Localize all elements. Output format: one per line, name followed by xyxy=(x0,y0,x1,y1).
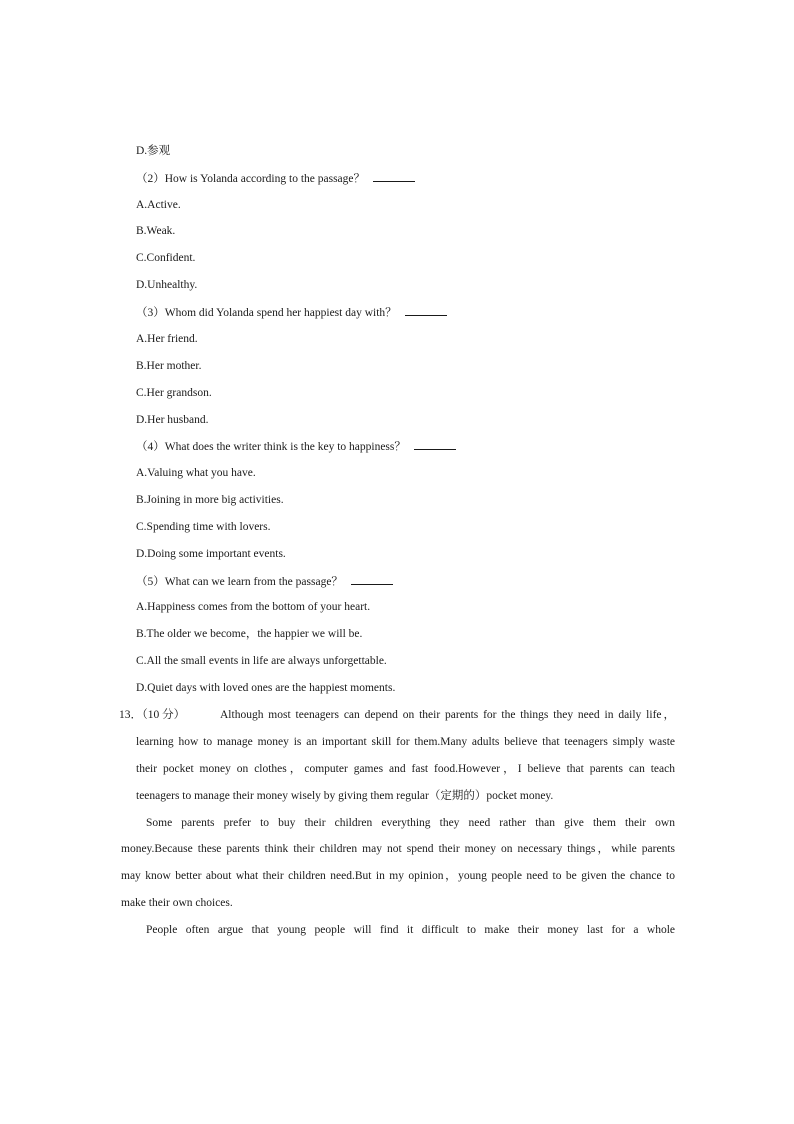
answer-blank xyxy=(405,305,447,316)
q3-stem xyxy=(136,305,447,320)
q5-option-b: B.The older we become，the happier we will be. xyxy=(136,628,363,640)
q3-option-c: C.Her grandson. xyxy=(136,387,212,399)
q2-option-b: B.Weak. xyxy=(136,225,176,237)
q5-stem xyxy=(136,574,393,589)
q3-option-d: D.Her husband. xyxy=(136,414,209,426)
q13-para1-line1: Although most teenagers can depend on their parents for the things they need in daily life， xyxy=(220,709,675,721)
q13-para1-line3: their pocket money on clothes，computer games and fast food.However，I believe that parents can teach xyxy=(136,763,675,775)
q4-option-a: A.Valuing what you have. xyxy=(136,467,256,479)
q2-option-c: C.Confident. xyxy=(136,252,196,264)
q4-option-d: D.Doing some important events. xyxy=(136,548,286,560)
q1-option-d: D.参观 xyxy=(136,145,171,157)
q13-number: 13．（10 分） xyxy=(119,709,186,721)
q13-para2-line1: Some parents prefer to buy their children everything they need rather than give them their own xyxy=(146,817,675,829)
q5-option-d: D.Quiet days with loved ones are the happiest moments. xyxy=(136,682,396,694)
q2-stem-text: （2）How is Yolanda according to the passage？ xyxy=(136,173,366,185)
q13-para2-line3: may know better about what their children need.But in my opinion，young people need to be given the chance to xyxy=(121,870,675,882)
q4-option-c: C.Spending time with lovers. xyxy=(136,521,271,533)
q4-stem-text: （4）What does the writer think is the key to happiness？ xyxy=(136,441,406,453)
q13-para2-line2: money.Because these parents think their children may not spend their money on necessary things，while parents xyxy=(121,843,675,855)
q5-stem-text: （5）What can we learn from the passage？ xyxy=(136,576,343,588)
q4-option-b: B.Joining in more big activities. xyxy=(136,494,284,506)
q13-para3-line1: People often argue that young people will find it difficult to make their money last for a whole xyxy=(146,924,675,936)
q5-option-a: A.Happiness comes from the bottom of your heart. xyxy=(136,601,371,613)
q13-para2-line4: make their own choices. xyxy=(121,897,233,909)
q2-option-a: A.Active. xyxy=(136,199,181,211)
q3-option-a: A.Her friend. xyxy=(136,333,198,345)
answer-blank xyxy=(373,171,415,182)
q3-stem-text: （3）Whom did Yolanda spend her happiest day with？ xyxy=(136,307,397,319)
q2-option-d: D.Unhealthy. xyxy=(136,279,198,291)
q2-stem xyxy=(136,171,415,186)
q5-option-c: C.All the small events in life are always unforgettable. xyxy=(136,655,387,667)
q4-stem xyxy=(136,439,456,454)
q13-para1-line2: learning how to manage money is an important skill for them.Many adults believe that teenagers simply waste xyxy=(136,736,675,748)
answer-blank xyxy=(351,574,393,585)
q13-para1-line4: teenagers to manage their money wisely by giving them regular（定期的）pocket money. xyxy=(136,790,554,802)
q3-option-b: B.Her mother. xyxy=(136,360,202,372)
answer-blank xyxy=(414,439,456,450)
